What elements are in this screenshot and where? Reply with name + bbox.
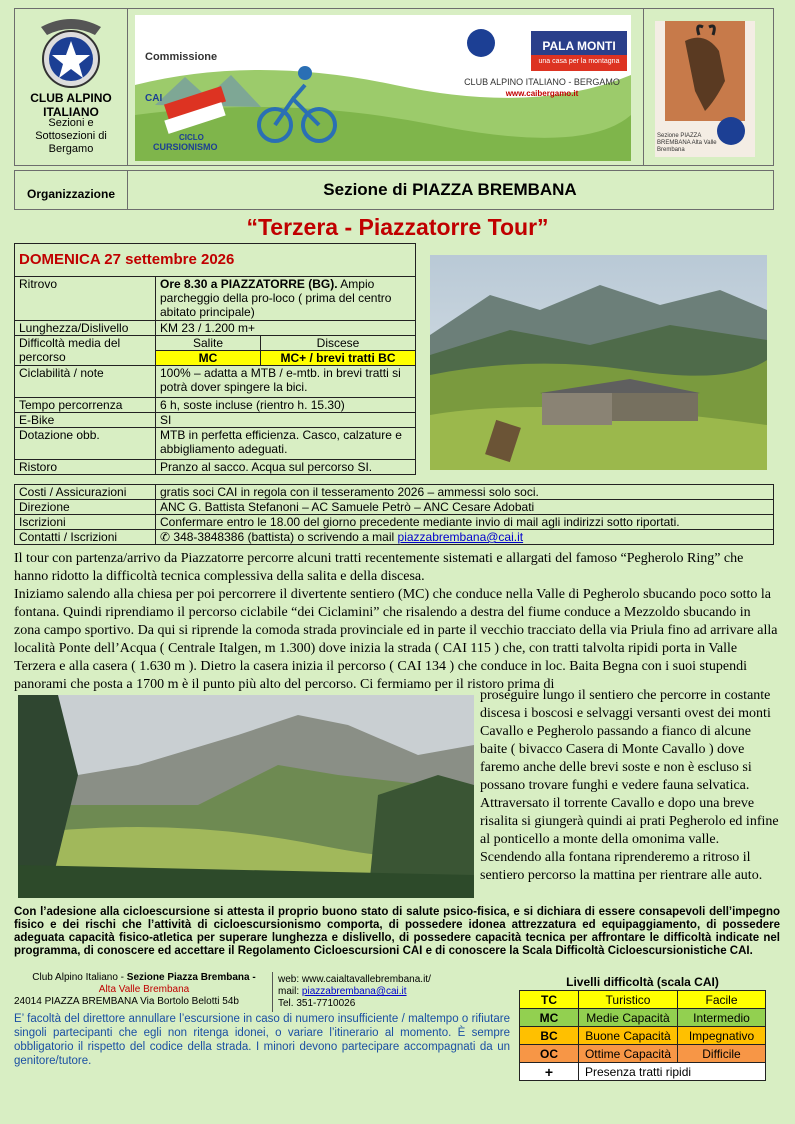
cai-title: CLUB ALPINO ITALIANO <box>30 91 112 119</box>
discese-label: Discese <box>261 336 416 351</box>
palamonti-url: www.caibergamo.it <box>505 89 579 98</box>
contatti-phone: ✆ 348-3848386 (battista) o scrivendo a mail <box>160 530 398 544</box>
dotazione-value: MTB in perfetta efficienza. Casco, calzature e abbigliamento adeguati. <box>156 428 416 460</box>
costi-value: gratis soci CAI in regola con il tesseramento 2026 – ammessi solo soci. <box>156 485 774 500</box>
legend-row <box>520 991 766 1009</box>
ritrovo-time: Ore 8.30 a PIAZZATORRE (BG). <box>160 277 338 291</box>
legend-name: Turistico <box>579 991 678 1009</box>
organization-row <box>14 170 774 210</box>
full-info-table <box>14 484 774 545</box>
legend-row <box>520 1027 766 1045</box>
direzione-value: ANC G. Battista Stefanoni – AC Samuele Petrò – ANC Cesare Adobati <box>156 500 774 515</box>
ciclabilita-label: Ciclabilità / note <box>15 366 156 398</box>
dotazione-label: Dotazione obb. <box>15 428 156 460</box>
footer-mail-label: mail: <box>278 986 302 997</box>
legend-code: BC <box>520 1027 579 1045</box>
legend-level: Impegnativo <box>678 1027 766 1045</box>
organization-section: Sezione di PIAZZA BREMBANA <box>323 180 577 199</box>
footer-mail-line <box>278 986 508 998</box>
ebike-label: E-Bike <box>15 413 156 428</box>
banner-graphic <box>135 15 631 161</box>
legend-name: Medie Capacità <box>579 1009 678 1027</box>
footer-web: web: www.caialtavallebrembana.it/ <box>278 974 431 985</box>
header-box <box>14 8 774 166</box>
legend-code: MC <box>520 1009 579 1027</box>
iscrizioni-label: Iscrizioni <box>15 515 156 530</box>
event-title: “Terzera - Piazzatorre Tour” <box>246 214 549 240</box>
legend-name: Ottime Capacità <box>579 1045 678 1063</box>
direzione-label: Direzione <box>15 500 156 515</box>
tempo-value: 6 h, soste incluse (rientro h. 15.30) <box>156 398 416 413</box>
discese-value: MC+ / brevi tratti BC <box>261 351 416 366</box>
ristoro-label: Ristoro <box>15 460 156 475</box>
disclaimer: Con l’adesione alla cicloescursione si attesta il proprio buono stato di salute psico-fisica, e si dichiara di essere consapevoli dell’impegno fisico e dei rischi che l’attività di cicloescursionismo comporta, di possedere idonea attrezzatura ed equipaggiamento, di possedere adeguata capacità fisico-atletica per superare lunghezza e dislivello, di possedere capacità tecnica per affrontare le difficoltà indicate nel programma, di conoscere ed accettare il Regolamento Cicloescursioni CAI e di conoscere la Scala Difficoltà Cicloescursionistiche CAI. <box>14 906 780 957</box>
event-date: DOMENICA 27 settembre 2026 <box>15 244 416 277</box>
footer-club-section: Sezione Piazza Brembana - <box>126 972 256 983</box>
legend-row <box>520 1063 766 1081</box>
legend-plus-symbol: + <box>520 1063 579 1081</box>
ebike-value: SI <box>156 413 416 428</box>
footer-club-line1 <box>14 972 274 984</box>
footer-address: 24014 PIAZZA BREMBANA Via Bortolo Belotti 54b <box>14 996 239 1007</box>
contatti-value <box>156 530 774 545</box>
lunghezza-value: KM 23 / 1.200 m+ <box>156 321 416 336</box>
mountain-photo <box>18 695 474 898</box>
sezione-logo <box>655 21 755 157</box>
lunghezza-label: Lunghezza/Dislivello <box>15 321 156 336</box>
contatti-label: Contatti / Iscrizioni <box>15 530 156 545</box>
iscrizioni-value: Confermare entro le 18.00 del giorno precedente mediante invio di mail agli indirizzi sotto riportati. <box>156 515 774 530</box>
legend-code: TC <box>520 991 579 1009</box>
banner-commissione: Commissione <box>145 51 218 63</box>
legend-row <box>520 1045 766 1063</box>
legend-name: Buone Capacità <box>579 1027 678 1045</box>
footer-note: E’ facoltà del direttore annullare l’escursione in caso di numero insufficiente / maltempo o rifiutare singoli partecipanti che egli non ritenga idonei, o variare l’itinerario al momento. È sempre obbligatorio il rispetto del codice della strada. I minori devono partecipare accompagnati da un genitore/tutore. <box>14 1013 510 1067</box>
sezione-logo-text: Sezione PIAZZA BREMBANA Alta Valle Brembana <box>657 133 717 153</box>
palamonti-name: PALA MONTI <box>542 39 616 53</box>
organization-label: Organizzazione <box>26 187 115 201</box>
cai-subtitle: Sezioni e Sottosezioni di Bergamo <box>35 117 107 155</box>
banner <box>135 15 631 161</box>
description-p3: proseguire lungo il sentiero che percorre in costante discesa i boscosi e selvaggi versanti ovest dei monti Cavallo e Pegherolo passando a fianco di alcune baite ( bivacco Casera di Monte Cavallo ) dove faremo anche delle brevi soste e non è escluso si possano trovare funghi e vedere fauna selvatica. Attraversato il torrente Cavallo e dopo una breve risalita si giungerà quindi ai prati Pegherolo ed infine al ponticello a monte della omonima valle. Scendendo alla fontana riprenderemo a ritroso il sentiero percorso la mattina per rientrare alle auto. <box>480 688 779 883</box>
difficolta-label: Difficoltà media del percorso <box>15 336 156 366</box>
banner-cai: CAI <box>145 93 163 104</box>
costi-label: Costi / Assicurazioni <box>15 485 156 500</box>
ritrovo-value <box>156 277 416 321</box>
ritrovo-details: Ampio parcheggio della pro-loco ( prima del centro abitato principale) <box>160 277 392 319</box>
ciclabilita-value: 100% – adatta a MTB / e-mtb. in brevi tratti si potrà dover spingere la bici. <box>156 366 416 398</box>
legend-level: Intermedio <box>678 1009 766 1027</box>
palamonti-tag: una casa per la montagna <box>538 58 620 65</box>
banner-escursionismo: CURSIONISMO <box>153 142 218 152</box>
legend-plus-text: Presenza tratti ripidi <box>579 1063 766 1081</box>
legend-code: OC <box>520 1045 579 1063</box>
info-table <box>14 243 416 475</box>
tempo-label: Tempo percorrenza <box>15 398 156 413</box>
legend-level: Difficile <box>678 1045 766 1063</box>
legend-row <box>520 1009 766 1027</box>
legend-title: Livelli difficoltà (scala CAI) <box>566 975 719 989</box>
footer-club-line2: Alta Valle Brembana <box>98 984 190 995</box>
description-p1: Il tour con partenza/arrivo da Piazzatorre percorre alcuni tratti recentemente sistemati e allargati del famoso “Pegherolo Ring” che hanno ridotto la difficoltà tecnica complessiva della salita e della discesa. <box>14 551 744 584</box>
ristoro-value: Pranzo al sacco. Acqua sul percorso SI. <box>156 460 416 475</box>
salite-label: Salite <box>156 336 261 351</box>
description-p2: Iniziamo salendo alla chiesa per poi percorrere il divertente sentiero (MC) che conduce nella Valle di Pegherolo sbucando poco sotto la fontana. Quindi riprendiamo il percorso ciclabile “dei Ciclamini” che risalendo a destra del fiume conduce a Mezzoldo sbucando in zona campo sportivo. Da qui si riprende la comoda strada provinciale ed in parte il vecchio tracciato della via Priula fino ad arrivare alla località Ponte dell’Acqua ( Centrale Italgen, m 1.300) dove inizia la strada ( CAI 115 ) che, con tratti talvolta ripidi porta in Valle Terzera e alla casera ( 1.630 m ). Dietro la casera inizia il percorso ( CAI 134 ) che conduce in loc. Baita Begna con i suoi stupendi panorami che posta a 1700 m è il punto più alto del percorso. Ci fermiamo per il ristoro prima di <box>14 587 778 692</box>
footer-divider <box>272 972 273 1012</box>
palamonti-club: CLUB ALPINO ITALIANO - BERGAMO <box>464 77 620 87</box>
cai-logo <box>35 15 107 93</box>
ritrovo-label: Ritrovo <box>15 277 156 321</box>
footer-tel: Tel. 351-7710026 <box>278 998 356 1009</box>
footer-contacts <box>278 974 508 1010</box>
footer-club <box>14 972 274 1012</box>
footer-mail-link[interactable]: piazzabrembana@cai.it <box>301 986 407 997</box>
salite-value: MC <box>156 351 261 366</box>
legend-level: Facile <box>678 991 766 1009</box>
footer-club-name: Club Alpino Italiano - <box>32 972 127 983</box>
banner-ciclo: CICLO <box>179 133 204 142</box>
casera-photo <box>430 255 767 470</box>
legend-table <box>519 990 766 1081</box>
contatti-mail-link[interactable]: piazzabrembana@cai.it <box>397 530 524 544</box>
